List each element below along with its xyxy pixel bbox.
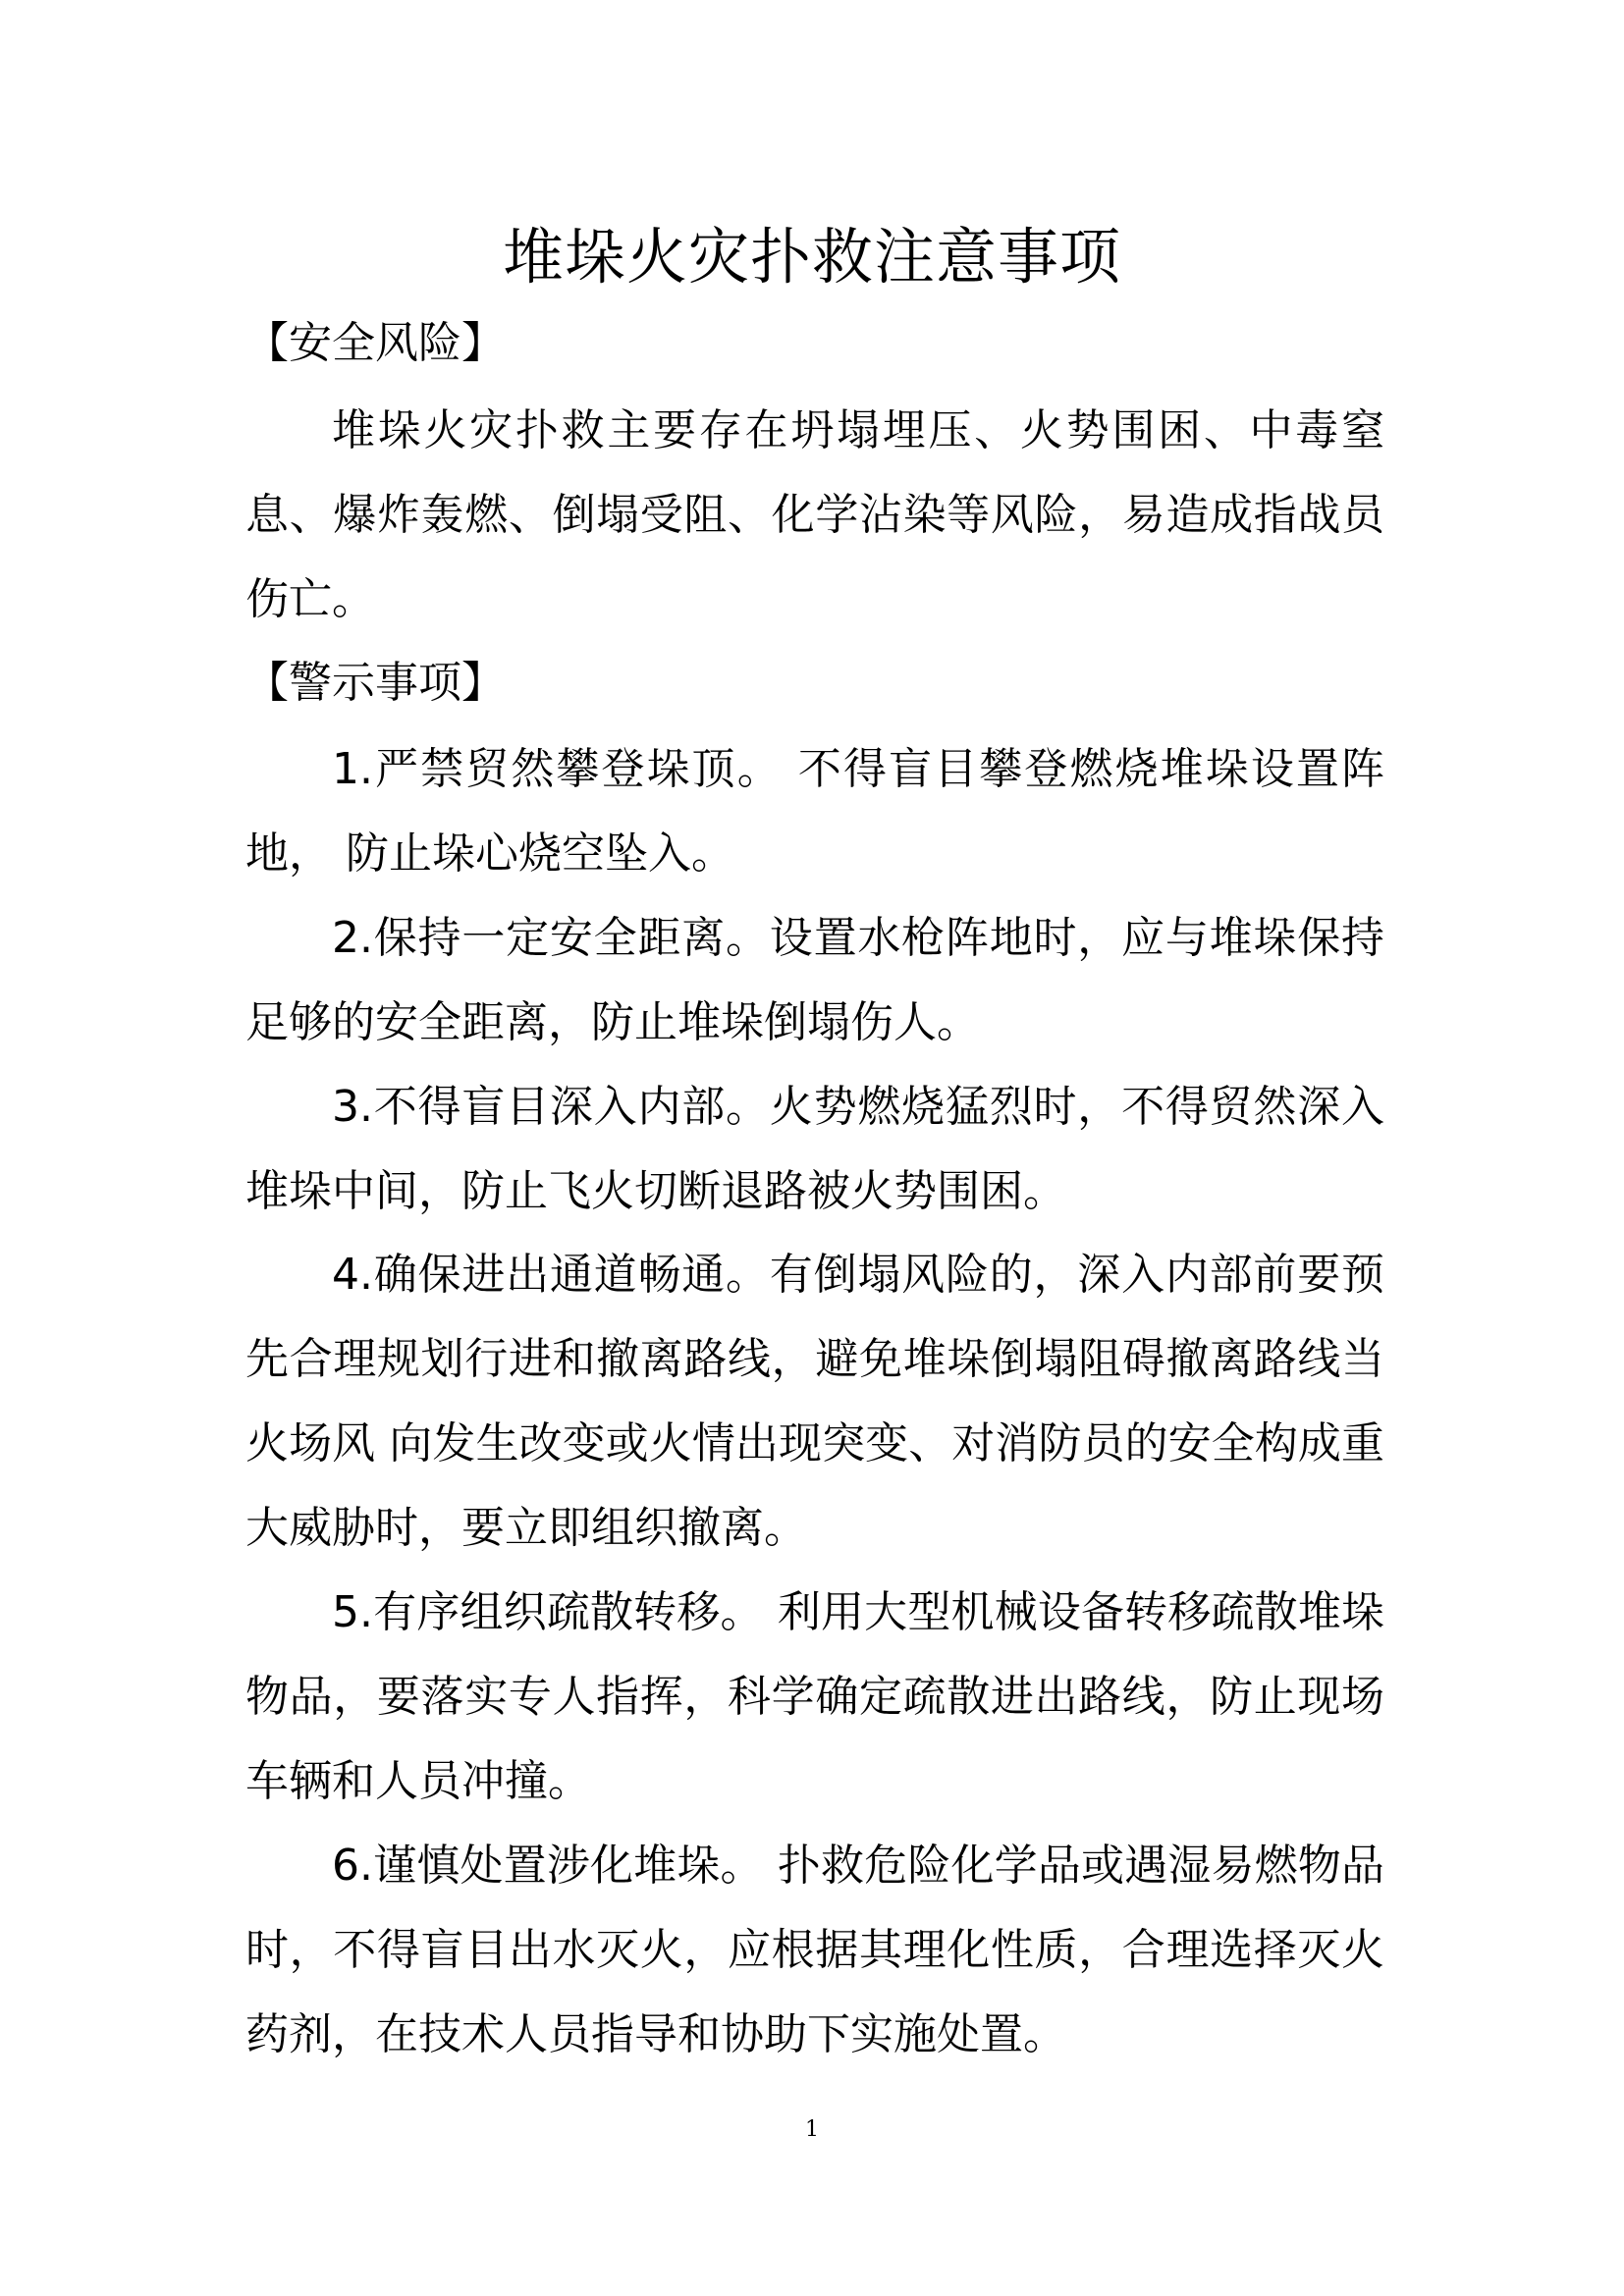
section-heading-safety-risk: 【安全风险】 <box>245 318 505 368</box>
warning-item-3: 3.不得盲目深入内部。火势燃烧猛烈时，不得贸然深入堆垛中间，防止飞火切断退路被火势围困。 <box>245 1082 1384 1216</box>
warning-item-1: 1.严禁贸然攀登垛顶。 不得盲目攀登燃烧堆垛设置阵地， 防止垛心烧空坠入。 <box>245 744 1384 879</box>
warning-item-2: 2.保持一定安全距离。设置水枪阵地时，应与堆垛保持足够的安全距离，防止堆垛倒塌伤人。 <box>245 913 1384 1047</box>
section-heading-warnings: 【警示事项】 <box>245 658 505 708</box>
warning-item-5: 5.有序组织疏散转移。 利用大型机械设备转移疏散堆垛物品，要落实专人指挥，科学确定疏散进出路线，防止现场车辆和人员冲撞。 <box>245 1587 1384 1806</box>
warning-item-4: 4.确保进出通道畅通。有倒塌风险的，深入内部前要预先合理规划行进和撤离路线，避免堆垛倒塌阻碍撤离路线当火场风 向发生改变或火情出现突变、对消防员的安全构成重大威胁时，要立即组织撤离。 <box>245 1250 1384 1553</box>
warning-item-6: 6.谨慎处置涉化堆垛。 扑救危险化学品或遇湿易燃物品时，不得盲目出水灭火，应根据其理化性质，合理选择灭火药剂，在技术人员指导和协助下实施处置。 <box>245 1841 1384 2059</box>
page-number: 1 <box>805 2117 819 2142</box>
paragraph-safety-risk: 堆垛火灾扑救主要存在坍塌埋压、火势围困、中毒窒息、爆炸轰燃、倒塌受阻、化学沾染等风险，易造成指战员伤亡。 <box>245 405 1384 624</box>
page-title: 堆垛火灾扑救注意事项 <box>502 221 1121 293</box>
